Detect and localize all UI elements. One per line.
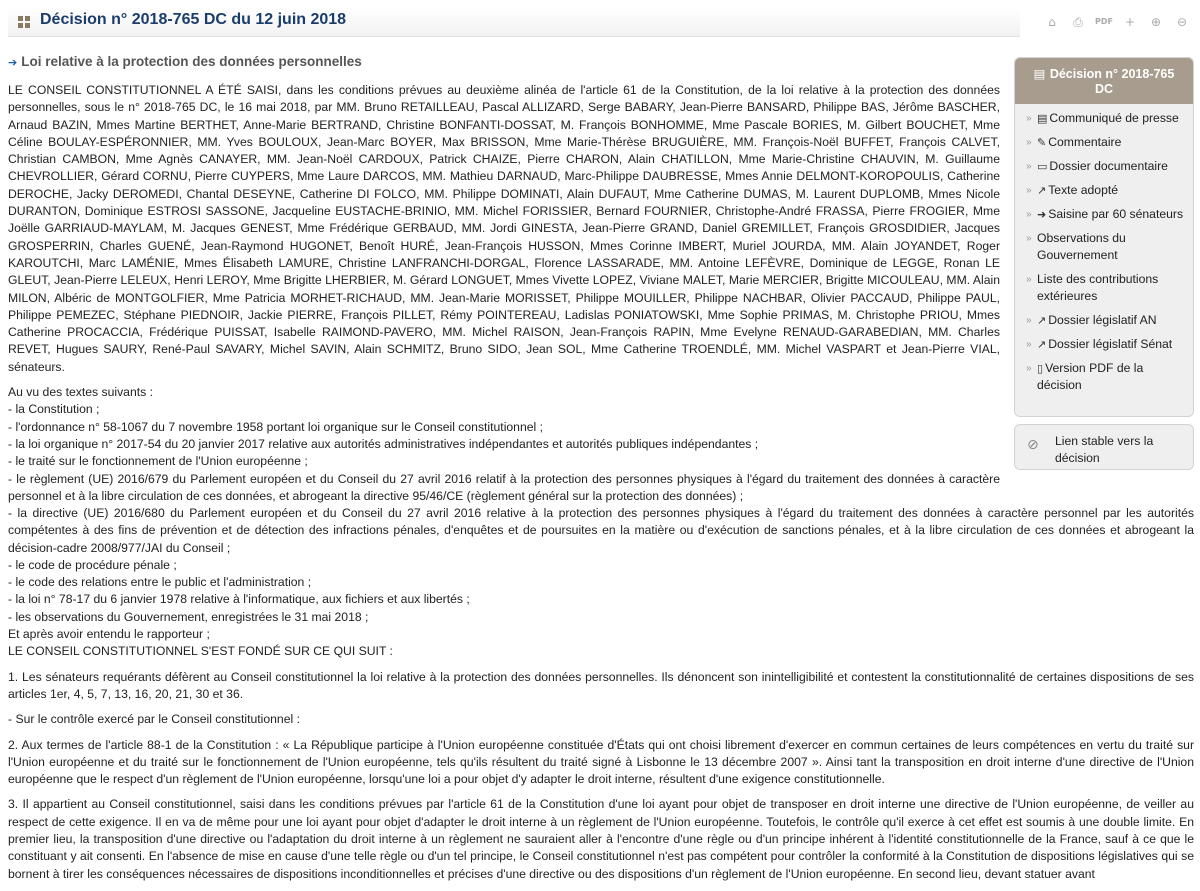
page-title: Décision n° 2018-765 DC du 12 juin 2018 <box>40 11 347 28</box>
sidebar-item-version-pdf[interactable]: » ▯ Version PDF de la décision <box>1026 361 1144 392</box>
page-header <box>8 8 1020 37</box>
folder-icon: ▭ <box>1037 160 1048 173</box>
visa-line: - le code des relations entre le public et l'administration ; <box>8 575 312 590</box>
decision-body-wide <box>8 505 1194 891</box>
document-icon: ▤ <box>1033 66 1050 81</box>
pdf-file-icon: ▯ <box>1037 362 1044 375</box>
home-icon[interactable]: ⌂ <box>1048 15 1056 29</box>
sidebar-panel <box>1014 57 1194 417</box>
grid-icon <box>18 16 30 28</box>
visa-line: - la loi organique n° 2017-54 du 20 janvier 2017 relative aux autorités administratives indépendantes et autorités publiques indépendantes ; <box>8 436 759 451</box>
considerant-3: 3. Il appartient au Conseil constitutionnel, saisi dans les conditions prévues par l'article 61 de la Constitution d'une loi ayant pour objet de transposer en droit interne une directive de l'Union européenne, de veiller au respect de cette exigence. Il en va de même pour une loi ayant pour objet d'adapter le droit interne à un règlement de l'Union européenne. Toutefois, le contrôle qu'il exerce à cet effet est soumis à une double limite. En premier lieu, la transposition d'une directive ou l'adaptation du droit interne à un règlement ne sauraient aller à l'encontre d'une règle ou d'un principe inhérent à l'identité constitutionnelle de la France, sauf à ce que le constituant y ait consenti. En l'absence de mise en cause d'une telle règle ou d'un tel principe, le Conseil constitutionnel n'est pas compétent pour contrôler la conformité à la Constitution de dispositions législatives qui se bornent à tirer les conséquences nécessaires de dispositions inconditionnelles et précises d'une directive ou des dispositions d'un règlement de l'Union européenne. En second lieu, devant statuer avant <box>8 797 1194 881</box>
chevron-right-icon: » <box>1026 363 1032 374</box>
stable-link-label: Lien stable vers la décision <box>1055 434 1154 465</box>
chevron-right-icon: » <box>1026 274 1032 285</box>
sidebar-item-commentaire[interactable]: » ✎ Commentaire <box>1026 135 1122 149</box>
print-icon[interactable]: ⎙ <box>1073 15 1083 29</box>
stable-link-box[interactable] <box>1014 424 1194 470</box>
zoom-out-icon[interactable]: ⊖ <box>1176 15 1188 29</box>
arrow-right-icon: ➔ <box>8 56 18 69</box>
paperclip-icon: ⊘ <box>1027 437 1039 453</box>
sidebar-item-observations[interactable]: » Observations du Gouvernement <box>1026 231 1126 262</box>
toolbar <box>1042 12 1192 34</box>
visa-line: - le code de procédure pénale ; <box>8 557 177 572</box>
chevron-right-icon: » <box>1026 233 1032 244</box>
chevron-right-icon: » <box>1026 339 1032 350</box>
chevron-right-icon: » <box>1026 161 1032 172</box>
visa-line: - la directive (UE) 2016/680 du Parlement européen et du Conseil du 27 avril 2016 relative à la protection des personnes physiques à l'égard du traitement des données à caractère personnel par les autorités compétentes à des fins de prévention et de détection des infractions pénales, d'enquêtes et de poursuites en la matière ou d'exécution de sanctions pénales, et à la libre circulation de ces données et abrogeant la décision-cadre 2008/977/JAI du Conseil ; <box>8 506 1194 555</box>
sidebar-item-dossier-senat[interactable]: » ↗ Dossier législatif Sénat <box>1026 337 1173 351</box>
visa-line: - la loi n° 78-17 du 6 janvier 1978 relative à l'informatique, aux fichiers et aux libertés ; <box>8 592 470 607</box>
pdf-icon[interactable]: PDF <box>1095 17 1113 26</box>
sidebar-item-saisine[interactable]: » ➜ Saisine par 60 sénateurs <box>1026 207 1184 221</box>
sidebar-item-contributions[interactable]: » Liste des contributions extérieures <box>1026 272 1159 303</box>
chevron-right-icon: » <box>1026 209 1032 220</box>
visa-line: Et après avoir entendu le rapporteur ; <box>8 627 210 642</box>
sidebar-item-dossier-an[interactable]: » ↗ Dossier législatif AN <box>1026 313 1157 327</box>
chevron-right-icon: » <box>1026 137 1032 148</box>
zoom-in-icon[interactable]: ⊕ <box>1150 15 1162 29</box>
sidebar-title: ▤ Décision n° 2018-765 DC <box>1015 58 1193 104</box>
intro-paragraph: LE CONSEIL CONSTITUTIONNEL A ÉTÉ SAISI, dans les conditions prévues au deuxième alinéa de l'article 61 de la Constitution, de la loi relative à la protection des données personnelles, sous le n° 2018-765 DC, le 16 mai 2018, par MM. Bruno RETAILLEAU, Pascal ALLIZARD, Serge BABARY, Jean-Pierre BANSARD, Philippe BAS, Jérôme BASCHER, Arnaud BAZIN, Mmes Martine BERTHET, Anne-Marie BERTRAND, Christine BONFANTI-DOSSAT, M. François BONHOMME, Mme Pascale BORIES, M. Gilbert BOUCHET, Mme Céline BOULAY-ESPÉRONNIER, MM. Yves BOULOUX, Jean-Marc BOYER, Max BRISSON, Mme Marie-Thérèse BRUGUIÈRE, MM. François-Noël BUFFET, François CALVET, Christian CAMBON, Mme Agnès CANAYER, MM. Jean-Noël CARDOUX, Patrick CHAIZE, Pierre CHARON, Alain CHATILLON, Mme Marie-Christine CHAUVIN, M. Guillaume CHEVROLLIER, Gérard CORNU, Pierre CUYPERS, Mme Laure DARCOS, MM. Mathieu DARNAUD, Marc-Philippe DAUBRESSE, Mmes Annie DELMONT-KOROPOULIS, Catherine DEROCHE, Jacky DEROMEDI, Chantal DESEYNE, Catherine DI FOLCO, MM. Philippe DOMINATI, Alain DUFAUT, Mme Catherine DUMAS, M. Laurent DUPLOMB, Mmes Nicole DURANTON, Dominique ESTROSI SASSONE, Jacqueline EUSTACHE-BRINIO, MM. Michel FORISSIER, Bernard FOURNIER, Christophe-André FRASSA, Pierre FROGIER, Mme Joëlle GARRIAUD-MAYLAM, M. Jacques GENEST, Mme Frédérique GERBAUD, MM. Jordi GINESTA, Jean-Pierre GRAND, Daniel GREMILLET, François GROSDIDIER, Jacques GROSPERRIN, Charles GUENÉ, Jean-Raymond HUGONET, Benoît HURÉ, Jean-François HUSSON, Mmes Corinne IMBERT, Muriel JOURDA, MM. Alain JOYANDET, Roger KAROUTCHI, Marc LAMÉNIE, Mmes Élisabeth LAMURE, Christine LANFRANCHI-DORGAL, Florence LASSARADE, MM. Antoine LEFÈVRE, Dominique de LEGGE, Ronan LE GLEUT, Jean-Pierre LELEUX, Henri LEROY, Mme Brigitte LHERBIER, M. Gérard LONGUET, Mmes Vivette LOPEZ, Viviane MALET, Marie MERCIER, Brigitte MICOULEAU, MM. Alain MILON, Albéric de MONTGOLFIER, Mme Patricia MORHET-RICHAUD, MM. Jean-Marie MORISSET, Philippe MOUILLER, Philippe NACHBAR, Olivier PACCAUD, Philippe PAUL, Philippe PEMEZEC, Stéphane PIEDNOIR, Jackie PIERRE, François PILLET, Rémy POINTEREAU, Ladislas PONIATOWSKI, Mme Sophie PRIMAS, M. Christophe PRIOU, Mmes Catherine PROCACCIA, Frédérique PUISSAT, Isabelle RAIMOND-PAVERO, MM. Michel RAISON, Jean-François RAPIN, Mme Evelyne RENAUD-GARABEDIAN, MM. Charles REVET, Hugues SAURY, René-Paul SAVARY, Michel SAVIN, Alain SCHMITZ, Bruno SIDO, Jean SOL, Mme Catherine TROENDLÉ, MM. Michel VASPART et Jean-Pierre VIAL, sénateurs. <box>8 83 1000 374</box>
considerant-2: 2. Aux termes de l'article 88-1 de la Constitution : « La République participe à l'Union européenne constituée d'États qui ont choisi librement d'exercer en commun certaines de leurs compétences en vertu du traité sur l'Union européenne et du traité sur le fonctionnement de l'Union européenne, tels qu'ils résultent du traité signé à Lisbonne le 13 décembre 2007 ». Ainsi tant la transposition en droit interne d'une directive de l'Union européenne que le respect d'un règlement de l'Union européenne, lorsqu'une loi a pour objet d'y adapter le droit interne, résultent d'une exigence constitutionnelle. <box>8 737 1194 787</box>
chevron-right-icon: » <box>1026 113 1032 124</box>
visa-line: - l'ordonnance n° 58-1067 du 7 novembre 1958 portant loi organique sur le Conseil constitutionnel ; <box>8 419 543 434</box>
sidebar-menu <box>1015 108 1193 396</box>
add-icon[interactable]: + <box>1124 15 1136 29</box>
sidebar-item-communique[interactable]: » ▤ Communiqué de presse <box>1026 111 1179 125</box>
considerant-1: 1. Les sénateurs requérants défèrent au Conseil constitutionnel la loi relative à la protection des données personnelles. Ils dénoncent son inintelligibilité et contestent la constitutionnalité de certaines dispositions de ses articles 1er, 4, 5, 7, 13, 16, 20, 21, 30 et 36. <box>8 669 1194 701</box>
external-link-icon: ↗ <box>1037 314 1047 327</box>
decision-subtitle: ➔ Loi relative à la protection des données personnelles <box>8 54 362 69</box>
edit-icon: ✎ <box>1037 136 1047 149</box>
chevron-right-icon: » <box>1026 185 1032 196</box>
visa-line: - le règlement (UE) 2016/679 du Parlement européen et du Conseil du 27 avril 2016 relatif à la protection des personnes physiques à l'égard du traitement des données à caractère personnel et à la libre circulation de ces données, et abrogeant la directive 95/46/CE (règlement général sur la protection des données) ; <box>8 471 1000 503</box>
visa-list <box>8 384 1000 505</box>
sign-in-icon: ➜ <box>1037 208 1047 221</box>
newspaper-icon: ▤ <box>1037 112 1048 125</box>
section-heading: - Sur le contrôle exercé par le Conseil constitutionnel : <box>8 712 300 727</box>
visa-line: - le traité sur le fonctionnement de l'Union européenne ; <box>8 454 308 469</box>
sidebar-item-texte-adopte[interactable]: » ↗ Texte adopté <box>1026 183 1119 197</box>
sidebar-item-dossier-documentaire[interactable]: » ▭ Dossier documentaire <box>1026 159 1168 173</box>
external-link-icon: ↗ <box>1037 184 1047 197</box>
chevron-right-icon: » <box>1026 315 1032 326</box>
visa-line: - les observations du Gouvernement, enregistrées le 31 mai 2018 ; <box>8 609 369 624</box>
visa-line: Au vu des textes suivants : <box>8 385 153 400</box>
external-link-icon: ↗ <box>1037 338 1047 351</box>
decision-body <box>8 82 1000 505</box>
visa-line: LE CONSEIL CONSTITUTIONNEL S'EST FONDÉ SUR CE QUI SUIT : <box>8 644 393 659</box>
visa-line: - la Constitution ; <box>8 402 100 417</box>
